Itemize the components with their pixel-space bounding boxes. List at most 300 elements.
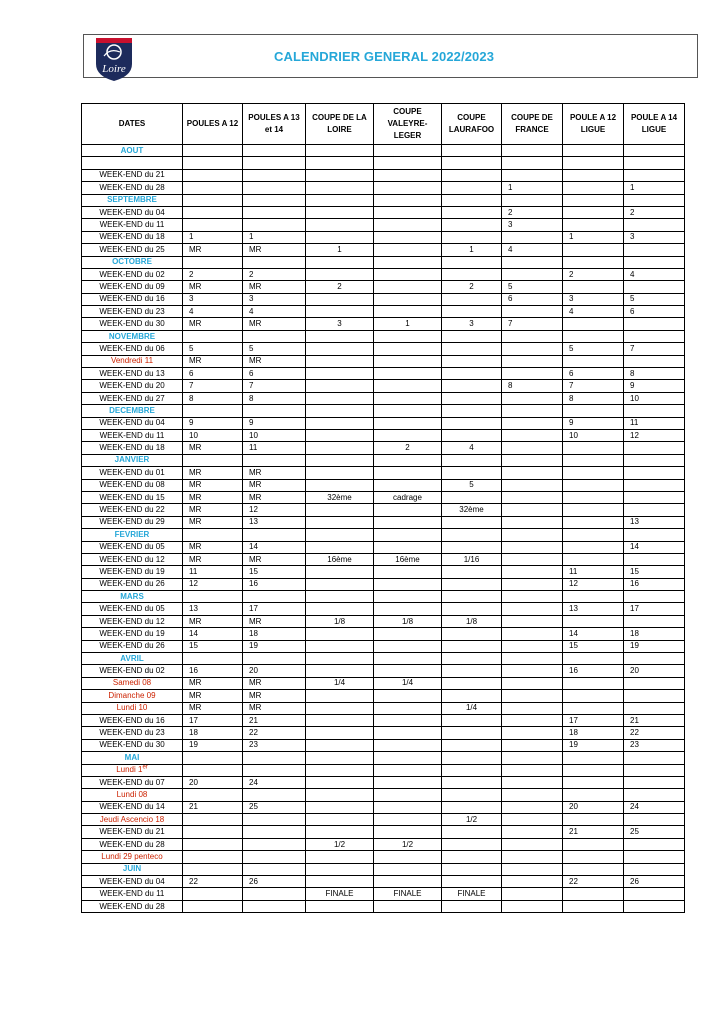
- table-cell: FINALE: [306, 888, 374, 900]
- loire-logo-icon: [90, 34, 138, 82]
- table-cell: [306, 863, 374, 875]
- table-cell: 2: [306, 281, 374, 293]
- table-row: [82, 603, 685, 615]
- table-cell: MR: [243, 690, 306, 702]
- date-cell: Vendredi 11: [82, 355, 183, 367]
- table-cell: [243, 591, 306, 603]
- table-cell: 12: [563, 578, 624, 590]
- table-cell: [442, 838, 502, 850]
- table-cell: MR: [243, 677, 306, 689]
- table-cell: [374, 801, 442, 813]
- table-cell: [306, 591, 374, 603]
- date-cell: WEEK-END du 29: [82, 516, 183, 528]
- table-cell: [183, 888, 243, 900]
- table-cell: [624, 467, 685, 479]
- table-cell: [374, 826, 442, 838]
- table-cell: 7: [243, 380, 306, 392]
- table-cell: MR: [183, 281, 243, 293]
- table-cell: 5: [624, 293, 685, 305]
- table-cell: [374, 405, 442, 417]
- table-cell: [183, 851, 243, 863]
- date-cell: Lundi 10: [82, 702, 183, 714]
- table-cell: [502, 776, 563, 788]
- table-row: [82, 429, 685, 441]
- table-cell: [502, 368, 563, 380]
- table-cell: [374, 145, 442, 157]
- month-label: NOVEMBRE: [82, 330, 183, 342]
- table-cell: [563, 789, 624, 801]
- table-cell: [442, 900, 502, 912]
- table-cell: [502, 838, 563, 850]
- month-row: [82, 591, 685, 603]
- table-cell: 13: [183, 603, 243, 615]
- table-row: [82, 628, 685, 640]
- table-cell: [563, 888, 624, 900]
- table-cell: [306, 851, 374, 863]
- table-cell: [502, 591, 563, 603]
- table-cell: [374, 628, 442, 640]
- table-cell: [374, 306, 442, 318]
- date-cell: WEEK-END du 16: [82, 293, 183, 305]
- table-cell: [442, 801, 502, 813]
- date-cell: WEEK-END du 12: [82, 615, 183, 627]
- month-label: JUIN: [82, 863, 183, 875]
- table-cell: [563, 690, 624, 702]
- table-cell: [183, 863, 243, 875]
- table-cell: [502, 306, 563, 318]
- table-cell: [374, 182, 442, 194]
- table-cell: [563, 615, 624, 627]
- table-cell: [374, 541, 442, 553]
- date-cell: WEEK-END du 15: [82, 491, 183, 503]
- table-cell: 4: [502, 244, 563, 256]
- table-row: [82, 888, 685, 900]
- table-cell: [502, 417, 563, 429]
- table-cell: [624, 529, 685, 541]
- table-cell: [563, 355, 624, 367]
- table-cell: [306, 814, 374, 826]
- table-cell: [183, 838, 243, 850]
- table-cell: [374, 467, 442, 479]
- table-cell: [374, 653, 442, 665]
- month-row: [82, 330, 685, 342]
- date-cell: WEEK-END du 27: [82, 392, 183, 404]
- table-cell: [563, 467, 624, 479]
- table-cell: [563, 516, 624, 528]
- table-cell: [502, 714, 563, 726]
- table-cell: [306, 714, 374, 726]
- table-cell: 6: [183, 368, 243, 380]
- table-cell: [374, 665, 442, 677]
- table-cell: [624, 169, 685, 181]
- table-cell: MR: [243, 553, 306, 565]
- table-cell: [374, 863, 442, 875]
- table-cell: [374, 281, 442, 293]
- table-cell: [442, 566, 502, 578]
- date-cell: WEEK-END du 14: [82, 801, 183, 813]
- table-cell: MR: [243, 318, 306, 330]
- table-row: [82, 368, 685, 380]
- table-cell: [442, 851, 502, 863]
- table-cell: [502, 739, 563, 751]
- table-cell: 1: [502, 182, 563, 194]
- table-cell: [624, 145, 685, 157]
- table-cell: FINALE: [442, 888, 502, 900]
- table-cell: [502, 665, 563, 677]
- table-cell: 4: [243, 306, 306, 318]
- table-cell: [306, 516, 374, 528]
- month-label: OCTOBRE: [82, 256, 183, 268]
- page-title: CALENDRIER GENERAL 2022/2023: [274, 49, 495, 64]
- table-cell: [374, 516, 442, 528]
- table-cell: [374, 529, 442, 541]
- table-cell: [563, 653, 624, 665]
- table-cell: 24: [243, 776, 306, 788]
- table-cell: [563, 244, 624, 256]
- table-cell: 13: [563, 603, 624, 615]
- table-cell: [563, 814, 624, 826]
- month-row: [82, 194, 685, 206]
- table-cell: [502, 814, 563, 826]
- table-cell: [624, 244, 685, 256]
- table-cell: 20: [183, 776, 243, 788]
- table-row: [82, 306, 685, 318]
- date-cell: WEEK-END du 28: [82, 838, 183, 850]
- date-cell: WEEK-END du 01: [82, 467, 183, 479]
- table-cell: [563, 318, 624, 330]
- table-cell: [502, 690, 563, 702]
- table-cell: [183, 900, 243, 912]
- table-row: [82, 640, 685, 652]
- table-cell: [502, 429, 563, 441]
- table-cell: [183, 145, 243, 157]
- table-cell: [306, 529, 374, 541]
- table-cell: [442, 640, 502, 652]
- table-cell: 11: [563, 566, 624, 578]
- table-cell: [563, 330, 624, 342]
- table-cell: [624, 752, 685, 764]
- table-cell: 9: [243, 417, 306, 429]
- table-cell: [243, 219, 306, 231]
- table-cell: [374, 789, 442, 801]
- table-cell: 2: [243, 268, 306, 280]
- table-cell: 15: [183, 640, 243, 652]
- table-cell: [374, 231, 442, 243]
- table-cell: 4: [183, 306, 243, 318]
- table-row: [82, 714, 685, 726]
- table-cell: [624, 776, 685, 788]
- table-cell: [502, 578, 563, 590]
- month-label: FEVRIER: [82, 529, 183, 541]
- table-cell: [563, 479, 624, 491]
- date-cell: WEEK-END du 21: [82, 169, 183, 181]
- table-cell: 3: [502, 219, 563, 231]
- table-cell: 22: [624, 727, 685, 739]
- table-cell: [624, 330, 685, 342]
- table-cell: 3: [624, 231, 685, 243]
- table-cell: [306, 145, 374, 157]
- table-cell: 20: [624, 665, 685, 677]
- table-cell: 5: [183, 343, 243, 355]
- table-cell: 15: [624, 566, 685, 578]
- table-cell: [306, 801, 374, 813]
- table-cell: [374, 157, 442, 169]
- table-cell: [306, 900, 374, 912]
- table-cell: [563, 405, 624, 417]
- table-row: [82, 764, 685, 776]
- table-cell: MR: [183, 491, 243, 503]
- table-cell: 6: [563, 368, 624, 380]
- table-cell: [306, 454, 374, 466]
- table-cell: [306, 306, 374, 318]
- table-row: [82, 801, 685, 813]
- table-cell: 1: [624, 182, 685, 194]
- table-cell: 1/2: [442, 814, 502, 826]
- date-cell: Samedi 08: [82, 677, 183, 689]
- table-row: [82, 281, 685, 293]
- table-cell: [442, 392, 502, 404]
- table-cell: [563, 776, 624, 788]
- date-cell: Lundi 29 penteco: [82, 851, 183, 863]
- table-cell: 17: [183, 714, 243, 726]
- month-label: SEPTEMBRE: [82, 194, 183, 206]
- table-cell: 14: [243, 541, 306, 553]
- date-cell: WEEK-END du 28: [82, 182, 183, 194]
- table-row: [82, 268, 685, 280]
- table-cell: 3: [243, 293, 306, 305]
- table-cell: 14: [624, 541, 685, 553]
- table-cell: [442, 764, 502, 776]
- table-cell: 21: [243, 714, 306, 726]
- date-cell: WEEK-END du 09: [82, 281, 183, 293]
- table-cell: 8: [502, 380, 563, 392]
- table-cell: 23: [624, 739, 685, 751]
- table-cell: [442, 219, 502, 231]
- table-cell: [624, 479, 685, 491]
- table-cell: 3: [183, 293, 243, 305]
- table-cell: MR: [183, 442, 243, 454]
- table-cell: [502, 454, 563, 466]
- table-cell: 9: [624, 380, 685, 392]
- table-cell: [243, 194, 306, 206]
- header-box: [83, 34, 698, 78]
- table-cell: 21: [624, 714, 685, 726]
- table-cell: 7: [183, 380, 243, 392]
- table-row: [82, 231, 685, 243]
- month-row: [82, 752, 685, 764]
- date-cell: WEEK-END du 25: [82, 244, 183, 256]
- table-cell: 18: [624, 628, 685, 640]
- table-cell: 32ème: [442, 504, 502, 516]
- table-cell: [502, 479, 563, 491]
- table-cell: [563, 194, 624, 206]
- table-cell: [374, 368, 442, 380]
- table-row: [82, 504, 685, 516]
- table-cell: [624, 653, 685, 665]
- table-cell: [442, 256, 502, 268]
- table-cell: [374, 776, 442, 788]
- date-cell: WEEK-END du 13: [82, 368, 183, 380]
- table-row: [82, 219, 685, 231]
- table-cell: 1: [442, 244, 502, 256]
- table-cell: 22: [563, 876, 624, 888]
- table-cell: 6: [243, 368, 306, 380]
- table-cell: [306, 665, 374, 677]
- month-row: [82, 653, 685, 665]
- table-cell: 11: [183, 566, 243, 578]
- month-label: AOUT: [82, 145, 183, 157]
- table-cell: [243, 814, 306, 826]
- table-cell: [306, 392, 374, 404]
- table-cell: 19: [183, 739, 243, 751]
- table-cell: [624, 281, 685, 293]
- table-cell: [502, 504, 563, 516]
- table-cell: [563, 206, 624, 218]
- table-cell: [624, 442, 685, 454]
- column-header: COUPE DE FRANCE: [502, 104, 563, 145]
- table-row: [82, 491, 685, 503]
- table-cell: [243, 169, 306, 181]
- table-cell: 4: [624, 268, 685, 280]
- month-row: [82, 529, 685, 541]
- table-cell: [306, 343, 374, 355]
- column-header: POULES A 13 et 14: [243, 104, 306, 145]
- table-row: [82, 157, 685, 169]
- date-cell: WEEK-END du 05: [82, 541, 183, 553]
- month-row: [82, 145, 685, 157]
- table-cell: MR: [243, 244, 306, 256]
- table-cell: [374, 169, 442, 181]
- table-cell: [374, 219, 442, 231]
- table-cell: [306, 268, 374, 280]
- table-cell: 9: [183, 417, 243, 429]
- table-row: [82, 293, 685, 305]
- table-cell: 7: [624, 343, 685, 355]
- table-cell: 21: [183, 801, 243, 813]
- table-cell: [624, 677, 685, 689]
- table-cell: 3: [442, 318, 502, 330]
- table-row: [82, 727, 685, 739]
- table-cell: 16: [563, 665, 624, 677]
- table-cell: MR: [183, 516, 243, 528]
- table-cell: [442, 690, 502, 702]
- table-cell: [563, 702, 624, 714]
- table-cell: [183, 529, 243, 541]
- table-cell: [374, 504, 442, 516]
- table-cell: [624, 355, 685, 367]
- table-cell: 16ème: [306, 553, 374, 565]
- table-cell: 12: [243, 504, 306, 516]
- month-row: [82, 256, 685, 268]
- table-cell: 18: [563, 727, 624, 739]
- table-cell: [563, 752, 624, 764]
- date-cell: [82, 157, 183, 169]
- table-cell: [306, 355, 374, 367]
- table-cell: 7: [563, 380, 624, 392]
- table-cell: [442, 417, 502, 429]
- table-cell: [563, 591, 624, 603]
- table-cell: [563, 145, 624, 157]
- table-cell: [374, 380, 442, 392]
- table-cell: [502, 169, 563, 181]
- date-cell: WEEK-END du 26: [82, 640, 183, 652]
- table-cell: 20: [243, 665, 306, 677]
- table-cell: [374, 739, 442, 751]
- column-header: DATES: [82, 104, 183, 145]
- table-cell: [243, 653, 306, 665]
- month-label: MAI: [82, 752, 183, 764]
- date-cell: WEEK-END du 02: [82, 268, 183, 280]
- table-cell: [502, 268, 563, 280]
- table-cell: [306, 566, 374, 578]
- table-cell: [502, 677, 563, 689]
- table-row: [82, 467, 685, 479]
- table-cell: [563, 169, 624, 181]
- table-cell: [502, 789, 563, 801]
- table-cell: MR: [243, 281, 306, 293]
- table-cell: [183, 764, 243, 776]
- table-cell: [502, 145, 563, 157]
- table-cell: MR: [243, 702, 306, 714]
- table-cell: 1: [374, 318, 442, 330]
- table-cell: [306, 219, 374, 231]
- date-cell: WEEK-END du 02: [82, 665, 183, 677]
- table-row: [82, 578, 685, 590]
- table-cell: [442, 467, 502, 479]
- table-cell: MR: [183, 467, 243, 479]
- table-row: [82, 566, 685, 578]
- table-cell: [183, 219, 243, 231]
- table-cell: [563, 281, 624, 293]
- table-row: [82, 776, 685, 788]
- table-cell: [502, 467, 563, 479]
- table-cell: [563, 851, 624, 863]
- table-cell: [502, 256, 563, 268]
- date-cell: WEEK-END du 21: [82, 826, 183, 838]
- table-cell: [624, 491, 685, 503]
- table-cell: [374, 330, 442, 342]
- table-cell: [442, 429, 502, 441]
- table-cell: [502, 566, 563, 578]
- table-cell: [442, 268, 502, 280]
- table-cell: [624, 194, 685, 206]
- table-cell: 12: [624, 429, 685, 441]
- table-cell: [442, 826, 502, 838]
- table-cell: [374, 876, 442, 888]
- table-cell: [243, 529, 306, 541]
- table-cell: [243, 851, 306, 863]
- table-cell: [243, 145, 306, 157]
- table-cell: [563, 157, 624, 169]
- table-cell: [563, 219, 624, 231]
- table-row: [82, 814, 685, 826]
- table-cell: 26: [624, 876, 685, 888]
- table-cell: [442, 206, 502, 218]
- table-cell: [243, 157, 306, 169]
- table-cell: [306, 541, 374, 553]
- date-cell: WEEK-END du 16: [82, 714, 183, 726]
- table-cell: [502, 764, 563, 776]
- table-cell: [502, 516, 563, 528]
- table-cell: [306, 231, 374, 243]
- table-cell: 24: [624, 801, 685, 813]
- table-cell: [624, 553, 685, 565]
- table-cell: 1/4: [374, 677, 442, 689]
- table-cell: 20: [563, 801, 624, 813]
- date-cell: WEEK-END du 28: [82, 900, 183, 912]
- table-cell: [374, 714, 442, 726]
- table-cell: [374, 640, 442, 652]
